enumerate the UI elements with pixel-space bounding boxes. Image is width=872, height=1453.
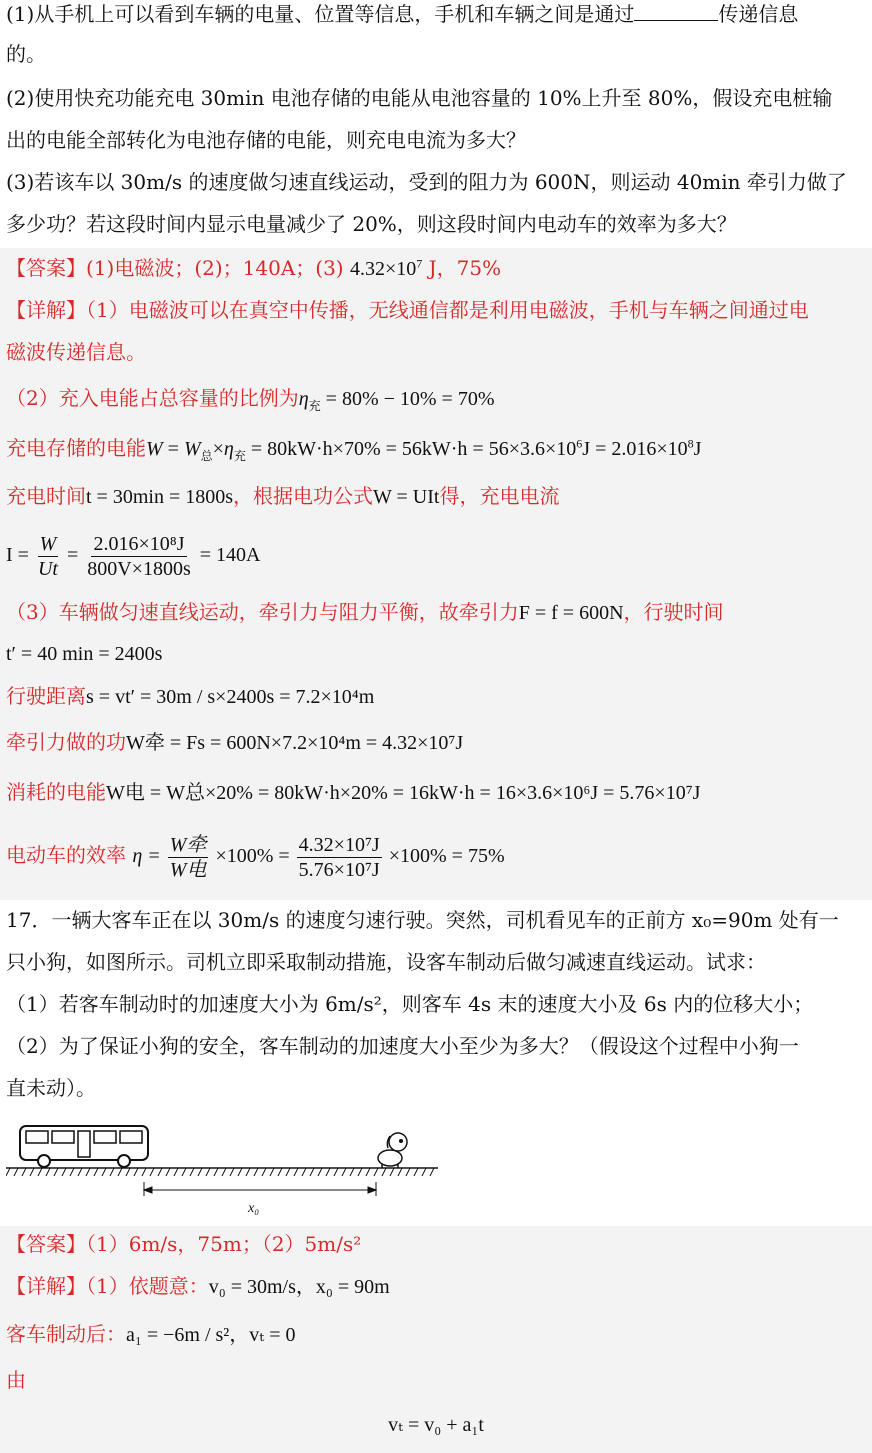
question-line: 多少功？若这段时间内显示电量减少了 20%，则这段时间内电动车的效率为多大？ — [6, 212, 737, 236]
fraction: $\frac{W}{Ut}$ — [37, 532, 58, 580]
question-line: （1）若客车制动时的加速度大小为 6m/s²，则客车 4s 末的速度大小及 6s 内的位移大小； — [6, 992, 814, 1016]
distance-label: x₀ — [248, 1201, 260, 1216]
detail-text: 得，充电电流 — [439, 484, 560, 508]
equation: $W = W_总\times\eta_充 = 80kW\cdot h\times 70\% = 56kW\cdot h = 56\times 3.6\times 10^6J = 2.016\times 10^8J$ — [146, 436, 702, 463]
question-line: 的。 — [6, 42, 46, 66]
detail-text: （1）电磁波可以在真空中传播，无线通信都是利用电磁波，手机与车辆之间通过电 — [86, 298, 809, 322]
answer-text: （1）6m/s，75m；（2）5m/s² — [86, 1232, 362, 1256]
answer-tail: J，75% — [422, 256, 502, 280]
answer-text: (1)电磁波；(2)；140A；(3) — [86, 256, 350, 280]
detail-text: （1）依题意： — [86, 1274, 209, 1298]
fraction: $\frac{\text{2.016×10⁸J}}{800V\times 1800s}$ — [87, 532, 191, 580]
question-line — [6, 0, 798, 28]
equation: s = vt′ = 30m / s×2400s = 7.2×10⁴m — [86, 686, 375, 708]
detail-line — [6, 598, 724, 627]
detail-line — [6, 1272, 390, 1301]
answer-line — [6, 254, 501, 283]
detail-line — [6, 1320, 296, 1349]
equation: t = 30min = 1800s — [86, 486, 234, 508]
detail-line — [6, 682, 374, 711]
equation-line: t′ = 40 min = 2400s — [6, 643, 163, 665]
detail-text: 牵引力做的功 — [6, 730, 126, 754]
answer-line — [6, 1230, 361, 1258]
eq-result: = 140A — [199, 544, 261, 566]
detail-text: ，行驶时间 — [623, 600, 724, 624]
ground-hatching — [6, 1168, 434, 1176]
detail-line: 磁波传递信息。 — [6, 340, 146, 364]
detail-text: ，根据电功公式 — [233, 484, 374, 508]
equation: W电 = W总×20% = 80kW·h×20% = 16kW·h = 16×3.6×10⁶J = 5.76×10⁷J — [106, 782, 701, 804]
eq-lhs: I = — [6, 544, 29, 566]
text: (1)从手机上可以看到车辆的电量、位置等信息，手机和车辆之间是通过 — [6, 2, 635, 26]
distance-marker — [144, 1182, 376, 1196]
answer-label: 【答案】 — [6, 256, 86, 280]
detail-label: 【详解】 — [6, 1274, 86, 1298]
equation: $\eta_充 = 80\% - 10\% = 70\%$ — [298, 388, 495, 413]
detail-text: （2）充入电能占总容量的比例为 — [6, 386, 299, 410]
equation: W牵 = Fs = 600N×7.2×10⁴m = 4.32×10⁷J — [126, 732, 464, 754]
detail-text: （3）车辆做匀速直线运动，牵引力与阻力平衡，故牵引力 — [6, 600, 519, 624]
detail-line — [6, 826, 505, 885]
detail-text: 客车制动后： — [6, 1322, 126, 1346]
equation-line: I = $\frac{W}{Ut}$ = $\frac{\text{2.016×10⁸J}}{800V\times 1800s}$ = 140A — [6, 532, 261, 580]
detail-text: 充电时间 — [6, 484, 86, 508]
answer-label: 【答案】 — [6, 1232, 86, 1256]
detail-line — [6, 778, 700, 807]
detail-line — [6, 728, 463, 757]
detail-text: 行驶距离 — [6, 684, 86, 708]
detail-line — [6, 296, 809, 324]
answer-blank — [634, 2, 718, 21]
text: 传递信息 — [718, 2, 799, 26]
equation-centered: vₜ = v₀ + a₁t — [388, 1414, 484, 1436]
bus-dog-diagram — [6, 1120, 446, 1220]
question-line: （2）为了保证小狗的安全，客车制动的加速度大小至少为多大？（假设这个过程中小狗一 — [6, 1034, 799, 1058]
question-line: 出的电能全部转化为电池存储的电能，则充电电流为多大？ — [6, 128, 526, 152]
question-line: (2)使用快充功能充电 30min 电池存储的电能从电池容量的 10%上升至 80%，假设充电桩输 — [6, 86, 833, 110]
detail-line — [6, 384, 495, 413]
dog-icon — [378, 1133, 407, 1168]
equation: η = $\frac{\text{W牵}}{\text{W电}}$ ×100% = $\frac{\text{4.32×10⁷J}}{\text{5.76×10⁷J}}$ ×100% = 75% — [132, 833, 505, 881]
question-line: (3)若该车以 30m/s 的速度做匀速直线运动，受到的阻力为 600N，则运动 40min 牵引力做了 — [6, 170, 847, 194]
question-line: 只小狗，如图所示。司机立即采取制动措施，设客车制动后做匀减速直线运动。试求： — [6, 950, 766, 974]
detail-text: 电动车的效率 — [6, 843, 126, 867]
answer-value: $4.32\times 10^7$ — [349, 256, 423, 280]
detail-line: 由 — [6, 1368, 26, 1392]
equation: F = f = 600N — [518, 602, 624, 624]
equation: v₀ = 30m/s，x₀ = 90m — [208, 1276, 390, 1298]
detail-line — [6, 482, 559, 511]
detail-label: 【详解】 — [6, 298, 86, 322]
detail-text: 充电存储的电能 — [6, 436, 146, 460]
detail-line — [6, 434, 701, 463]
detail-text: 消耗的电能 — [6, 780, 106, 804]
equation: a₁ = −6m / s²，vₜ = 0 — [126, 1324, 296, 1346]
bus-icon — [20, 1126, 148, 1167]
equation: W = UIt — [373, 486, 440, 508]
question-line: 17．一辆大客车正在以 30m/s 的速度匀速行驶。突然，司机看见车的正前方 x₀=90m 处有一 — [6, 908, 839, 932]
question-line: 直未动）。 — [6, 1076, 96, 1100]
